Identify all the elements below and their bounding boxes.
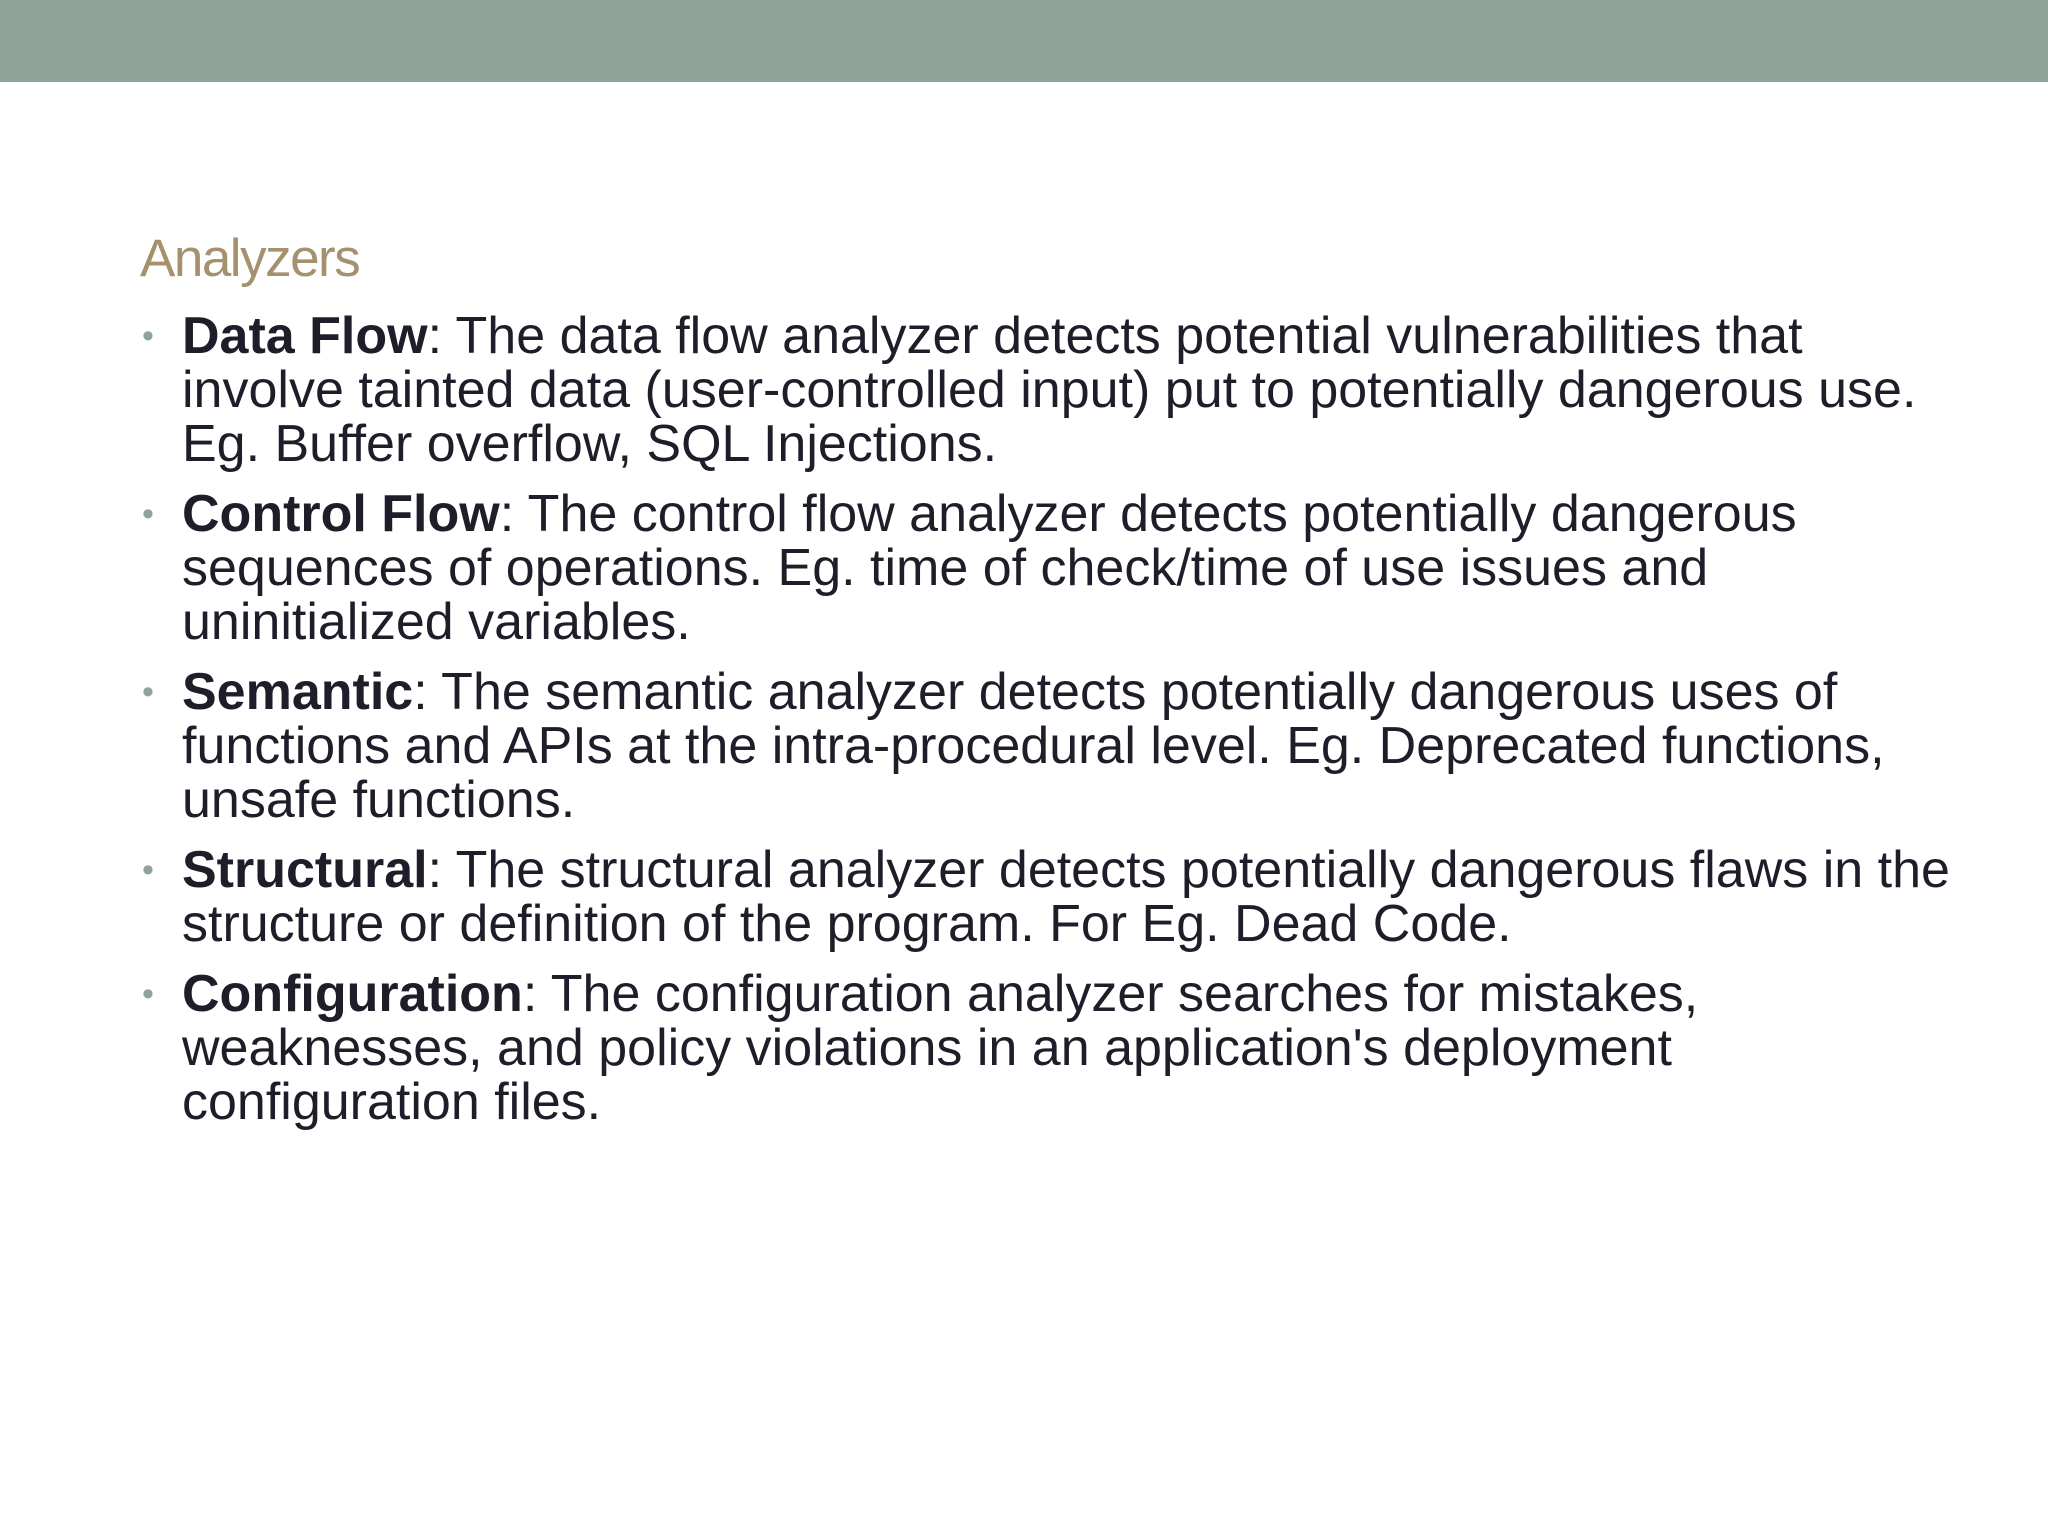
bullet-term: Configuration: [182, 965, 523, 1023]
bullet-term: Semantic: [182, 663, 414, 721]
bullet-item-control-flow: [140, 487, 1960, 649]
bullet-text: : The semantic analyzer detects potentially dangerous uses of functions and APIs at the intra-procedural level. Eg. Deprecated functions, unsafe functions.: [182, 663, 1885, 829]
bullet-term: Data Flow: [182, 307, 428, 365]
bullet-text: : The data flow analyzer detects potential vulnerabilities that involve tainted data (user-controlled input) put to potentially dangerous use. Eg. Buffer overflow, SQL Injections.: [182, 307, 1917, 473]
bullet-term: Structural: [182, 841, 428, 899]
bullet-item-semantic: [140, 665, 1960, 827]
bullet-term: Control Flow: [182, 485, 500, 543]
bullet-dot-icon: •: [142, 673, 154, 711]
bullet-item-data-flow: [140, 309, 1960, 471]
slide-title: Analyzers: [140, 229, 360, 288]
bullet-text: : The structural analyzer detects potentially dangerous flaws in the structure or definition of the program. For Eg. Dead Code.: [182, 841, 1950, 953]
bullet-text: : The control flow analyzer detects potentially dangerous sequences of operations. Eg. time of check/time of use issues and uninitialized variables.: [182, 485, 1797, 651]
bullet-text: : The configuration analyzer searches for mistakes, weaknesses, and policy violations in an application's deployment configuration files.: [182, 965, 1699, 1131]
header-band: [0, 0, 2048, 82]
bullet-item-structural: [140, 843, 1960, 951]
bullet-dot-icon: •: [142, 851, 154, 889]
bullet-list: [140, 309, 1960, 1145]
bullet-dot-icon: •: [142, 495, 154, 533]
bullet-dot-icon: •: [142, 317, 154, 355]
bullet-item-configuration: [140, 967, 1960, 1129]
bullet-dot-icon: •: [142, 975, 154, 1013]
